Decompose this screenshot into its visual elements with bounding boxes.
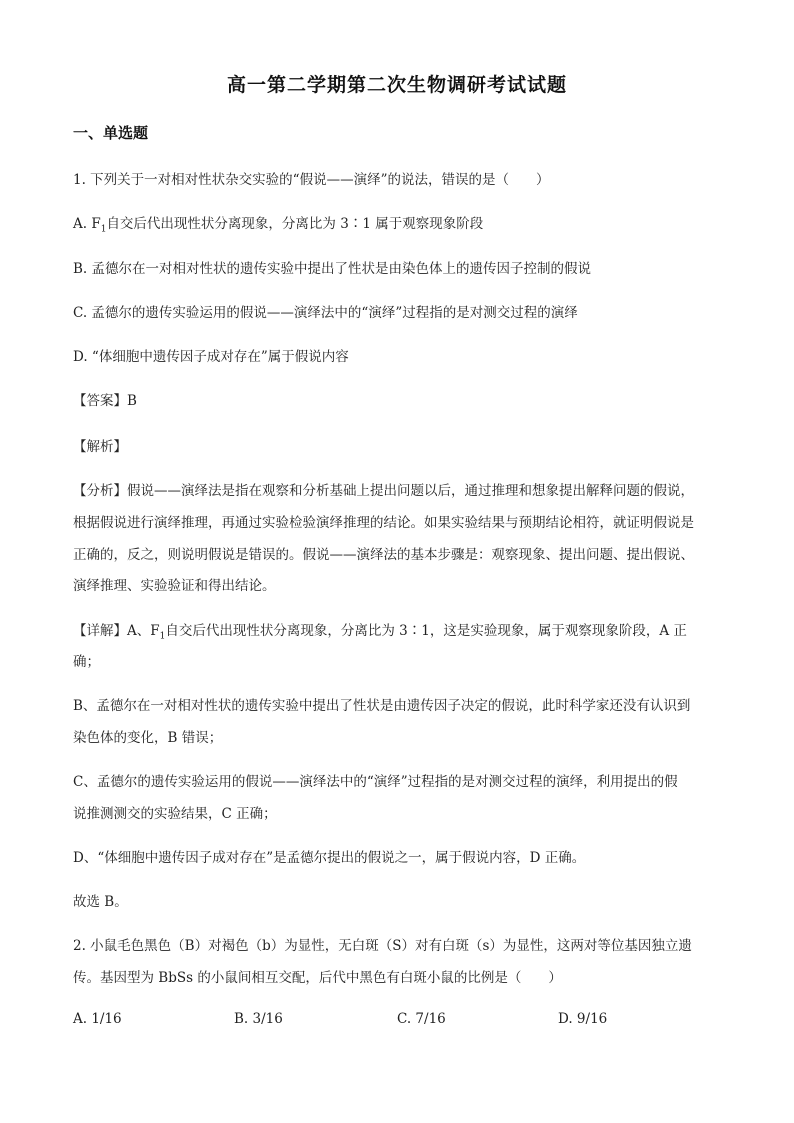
option-a-subscript: 1 <box>100 224 107 235</box>
page-title: 高一第二学期第二次生物调研考试试题 <box>226 74 567 96</box>
xiangjie-line-a <box>73 619 723 642</box>
xiangjie-line-a2: 确； <box>73 654 100 670</box>
question-1-option-b: B. 孟德尔在一对相对性状的遗传实验中提出了性状是由染色体上的遗传因子控制的假说 <box>73 261 592 277</box>
xiangjie-line-c1: C、孟德尔的遗传实验运用的假说——演绎法中的“演绎”过程指的是对测交过程的演绎，利用提出的假 <box>73 774 678 790</box>
xiangjie-a-subscript: 1 <box>159 631 166 642</box>
option-a-prefix: A. F <box>73 216 101 232</box>
answer-line <box>73 389 723 409</box>
conclusion-line: 故选 B。 <box>73 894 128 910</box>
answer-label: 【答案】 <box>73 393 127 409</box>
question-2-option-a: A. 1/16 <box>73 1011 122 1027</box>
fenxi-line-1 <box>73 479 723 499</box>
question-1-option-d: D. “体细胞中遗传因子成对存在”属于假说内容 <box>73 349 349 365</box>
xiangjie-a-prefix: A、F <box>127 623 160 639</box>
xiangjie-line-b2: 染色体的变化，B 错误； <box>73 730 223 746</box>
analysis-label <box>73 435 723 455</box>
question-1-option-a <box>73 212 723 235</box>
fenxi-line-4: 演绎推理、实验验证和得出结论。 <box>73 578 276 594</box>
analysis-label-text: 【解析】 <box>73 439 127 455</box>
section-heading: 一、单选题 <box>73 124 149 142</box>
xiangjie-a-text: 自交后代出现性状分离现象，分离比为 3∶1，这是实验现象，属于观察现象阶段，A 正 <box>165 623 687 639</box>
fenxi-line-2: 根据假说进行演绎推理，再通过实验检验演绎推理的结论。如果实验结果与预期结论相符，就证明假说是 <box>73 515 694 531</box>
option-a-text: 自交后代出现性状分离现象，分离比为 3∶1 属于观察现象阶段 <box>106 216 484 232</box>
fenxi-label: 【分析】 <box>73 483 127 499</box>
question-1-stem: 1. 下列关于一对相对性状杂交实验的“假说——演绎”的说法，错误的是（ ） <box>73 172 550 188</box>
fenxi-text-1: 假说——演绎法是指在观察和分析基础上提出问题以后，通过推理和想象提出解释问题的假说， <box>127 483 694 499</box>
xiangjie-label: 【详解】 <box>73 623 127 639</box>
question-1-option-c: C. 孟德尔的遗传实验运用的假说——演绎法中的“演绎”过程指的是对测交过程的演绎 <box>73 305 578 321</box>
xiangjie-line-b1: B、孟德尔在一对相对性状的遗传实验中提出了性状是由遗传因子决定的假说，此时科学家还没有认识到 <box>73 698 691 714</box>
xiangjie-line-c2: 说推测测交的实验结果，C 正确； <box>73 806 277 822</box>
answer-value: B <box>127 393 137 409</box>
xiangjie-line-d: D、“体细胞中遗传因子成对存在”是孟德尔提出的假说之一，属于假说内容，D 正确。 <box>73 850 586 866</box>
question-2-option-c: C. 7/16 <box>397 1011 446 1027</box>
question-2-stem-2: 传。基因型为 BbSs 的小鼠间相互交配，后代中黑色有白斑小鼠的比例是（ ） <box>73 970 562 986</box>
question-2-option-b: B. 3/16 <box>234 1011 283 1027</box>
question-2-option-d: D. 9/16 <box>558 1011 608 1027</box>
question-2-stem-1: 2. 小鼠毛色黑色（B）对褐色（b）为显性，无白斑（S）对有白斑（s）为显性，这两对等位基因独立遗 <box>73 938 692 954</box>
fenxi-line-3: 正确的，反之，则说明假说是错误的。假说——演绎法的基本步骤是：观察现象、提出问题、提出假说、 <box>73 547 694 563</box>
